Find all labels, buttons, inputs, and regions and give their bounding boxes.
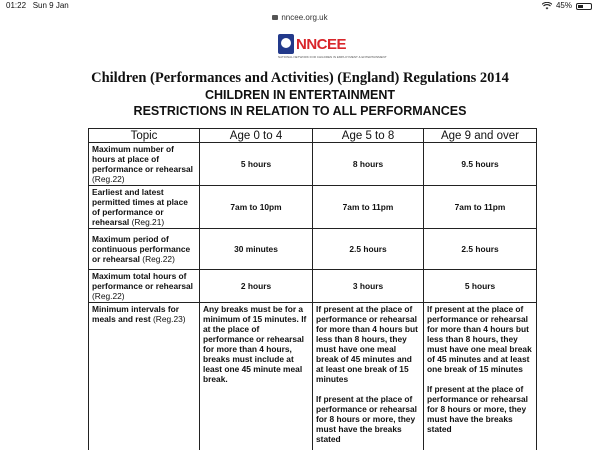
cell-paragraph: If present at the place of performance or rehearsal for more than 4 hours but less than 8 hours, they must have one meal break of 45 minutes and at least one break of 15 minutes	[427, 304, 532, 374]
cell-age-0-4: 7am to 10pm	[200, 186, 313, 229]
table-row	[89, 303, 537, 450]
status-time: 01:22	[6, 1, 27, 10]
status-right	[542, 0, 592, 12]
row-topic	[89, 303, 200, 450]
nncee-logo	[278, 34, 387, 60]
table-header-row	[89, 129, 537, 143]
cell-age-0-4: Any breaks must be for a minimum of 15 minutes. If at the place of performance or rehearsal for more than 4 hours, breaks must include at least one 45 minute meal break.	[200, 303, 313, 450]
logo-emblem-icon	[278, 34, 294, 54]
cell-age-0-4: 30 minutes	[200, 229, 313, 270]
row-topic	[89, 186, 200, 229]
table-row	[89, 186, 537, 229]
table-row	[89, 270, 537, 303]
restrictions-table	[88, 128, 537, 450]
cell-age-9-over: 2.5 hours	[424, 229, 537, 270]
battery-level	[578, 5, 583, 8]
status-bar	[0, 0, 600, 12]
table-row	[89, 229, 537, 270]
document-title: Children (Performances and Activities) (England) Regulations 2014	[91, 70, 509, 86]
cell-paragraph: If present at the place of performance or rehearsal for 8 hours or more, they must have the breaks stated	[316, 394, 418, 444]
header-age-9-over: Age 9 and over	[424, 129, 537, 143]
address-bar[interactable]	[0, 12, 600, 24]
topic-text: Earliest and latest permitted times at place of performance or rehearsal	[92, 187, 188, 227]
cell-paragraph: If present at the place of performance or rehearsal for more than 4 hours but less than 8 hours, they must have one meal break of 45 minutes and at least one break of 15 minutes	[316, 304, 418, 384]
header-topic: Topic	[89, 129, 200, 143]
reg-ref: (Reg.21)	[131, 217, 165, 227]
cell-paragraph: If present at the place of performance or rehearsal for 8 hours or more, they must have the breaks stated	[427, 384, 529, 434]
lock-icon	[272, 15, 278, 20]
battery-icon	[576, 3, 592, 10]
topic-text: Maximum total hours of performance or rehearsal	[92, 271, 194, 291]
logo-subtext: NATIONAL NETWORK FOR CHILDREN IN EMPLOYMENT & ENTERTAINMENT	[278, 55, 387, 59]
topic-text: Maximum number of hours at place of performance or rehearsal	[92, 144, 194, 174]
wifi-icon	[542, 2, 552, 10]
row-topic	[89, 229, 200, 270]
cell-age-0-4: 2 hours	[200, 270, 313, 303]
cell-age-5-8: 7am to 11pm	[313, 186, 424, 229]
logo-text: NNCEE	[296, 36, 347, 53]
status-time-date	[6, 0, 69, 12]
cell-age-9-over	[424, 303, 537, 450]
cell-age-5-8: 2.5 hours	[313, 229, 424, 270]
cell-age-9-over: 9.5 hours	[424, 143, 537, 186]
url-text: nncee.org.uk	[281, 13, 328, 22]
cell-age-0-4: 5 hours	[200, 143, 313, 186]
header-age-0-4: Age 0 to 4	[200, 129, 313, 143]
document-subtitle: CHILDREN IN ENTERTAINMENT	[204, 88, 396, 102]
document-heading: RESTRICTIONS IN RELATION TO ALL PERFORMANCES	[133, 104, 467, 118]
reg-ref: (Reg.22)	[142, 254, 175, 264]
topic-text: Minimum intervals for meals and rest	[92, 304, 180, 324]
cell-age-9-over: 7am to 11pm	[424, 186, 537, 229]
cell-age-5-8: 3 hours	[313, 270, 424, 303]
cell-age-9-over: 5 hours	[424, 270, 537, 303]
reg-ref: (Reg.22)	[92, 291, 125, 301]
row-topic	[89, 143, 200, 186]
header-age-5-8: Age 5 to 8	[313, 129, 424, 143]
cell-age-5-8	[313, 303, 424, 450]
table-row	[89, 143, 537, 186]
topic-text: Maximum period of continuous performance or rehearsal	[92, 234, 191, 264]
status-date: Sun 9 Jan	[32, 1, 69, 10]
row-topic	[89, 270, 200, 303]
reg-ref: (Reg.23)	[152, 314, 186, 324]
cell-age-5-8: 8 hours	[313, 143, 424, 186]
reg-ref: (Reg.22)	[92, 174, 125, 184]
battery-percent: 45%	[555, 1, 572, 10]
